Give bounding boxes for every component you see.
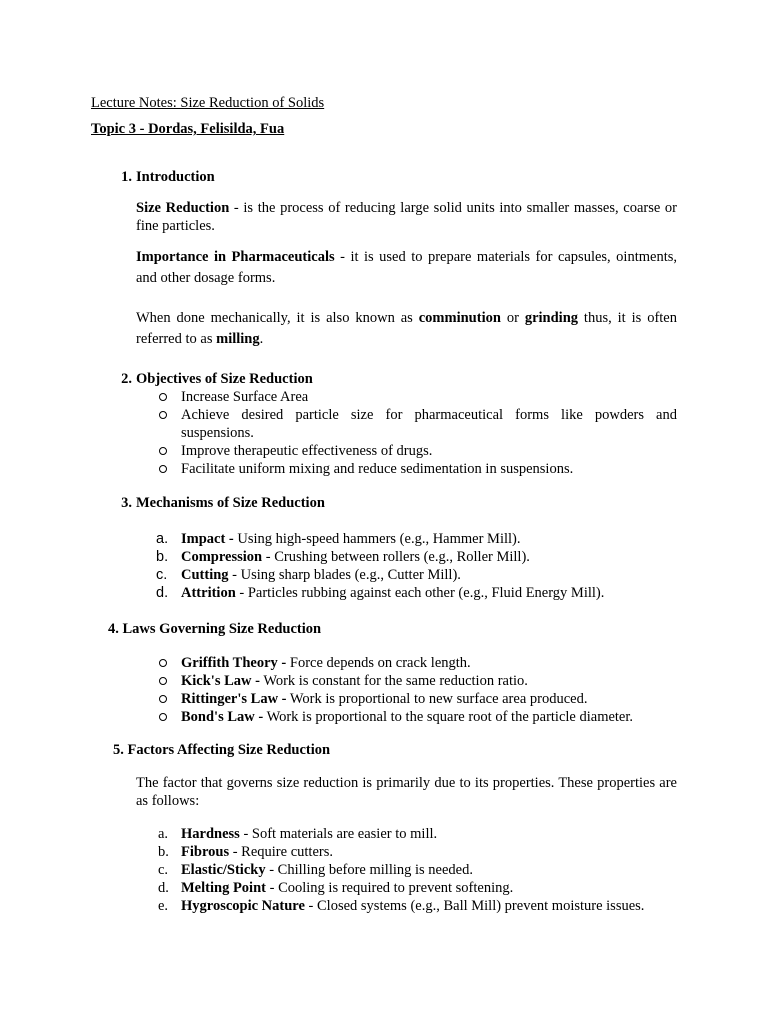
list-item-text: Work is constant for the same reduction ratio.	[259, 673, 528, 689]
list-item-term: Impact -	[181, 531, 234, 547]
term-grinding: grinding	[524, 310, 579, 326]
list-marker: c.	[156, 567, 168, 583]
list-item	[136, 825, 677, 843]
list-item	[136, 406, 677, 442]
mechanisms-list	[136, 530, 677, 602]
paragraph-size-reduction	[136, 199, 677, 235]
list-marker: a.	[156, 531, 169, 547]
list-item-text: Improve therapeutic effectiveness of drugs.	[181, 443, 433, 459]
list-item-text: - Particles rubbing against each other (e.g., Fluid Energy Mill).	[235, 585, 605, 601]
list-item-text: Achieve desired particle size for pharmaceutical forms like powders and suspensions.	[181, 407, 677, 441]
list-item-term: Rittinger's Law -	[181, 691, 287, 707]
section-3-title: Mechanisms of Size Reduction	[136, 495, 325, 511]
bullet-icon	[159, 713, 167, 721]
text-segment: .	[259, 331, 264, 347]
section-2-number: 2.	[121, 371, 132, 387]
list-item	[136, 530, 677, 548]
list-item	[136, 843, 677, 861]
list-item	[136, 548, 677, 566]
section-1-title: Introduction	[136, 169, 215, 185]
list-item-text: Facilitate uniform mixing and reduce sedimentation in suspensions.	[181, 461, 574, 477]
list-item-term: Hygroscopic Nature	[181, 898, 305, 914]
text-segment: thus, it is often referred to as	[136, 310, 677, 347]
section-2-title: Objectives of Size Reduction	[136, 371, 313, 387]
list-item-text: - Soft materials are easier to mill.	[239, 826, 438, 842]
list-item	[136, 672, 677, 690]
bullet-icon	[159, 411, 167, 419]
list-item	[136, 897, 677, 915]
definition-size-reduction: - is the process of reducing large solid units into smaller masses, coarse or fine particles.	[136, 200, 678, 234]
list-item-term: Melting Point	[181, 880, 266, 896]
document-topic: Topic 3 - Dordas, Felisilda, Fua	[91, 121, 285, 137]
bullet-icon	[159, 659, 167, 667]
list-marker: d.	[158, 880, 169, 896]
list-item-text: - Using sharp blades (e.g., Cutter Mill).	[228, 567, 461, 583]
list-item-text: Increase Surface Area	[181, 389, 309, 405]
list-marker: b.	[158, 844, 169, 860]
definition-importance: - it is used to prepare materials for capsules, ointments, and other dosage forms.	[136, 249, 677, 286]
list-item-term: Fibrous	[181, 844, 230, 860]
list-item-text: Force depends on crack length.	[286, 655, 471, 671]
list-item	[136, 708, 677, 726]
section-3-number: 3.	[121, 495, 132, 511]
bullet-icon	[159, 677, 167, 685]
list-item	[136, 460, 677, 478]
bullet-icon	[159, 465, 167, 473]
bullet-icon	[159, 695, 167, 703]
term-size-reduction: Size Reduction	[136, 200, 230, 216]
list-item	[136, 388, 677, 406]
list-item-term: Cutting	[181, 567, 229, 583]
list-item-text: - Chilling before milling is needed.	[265, 862, 473, 878]
section-4-heading: 4. Laws Governing Size Reduction	[108, 621, 322, 637]
list-marker: b.	[156, 549, 169, 565]
list-marker: c.	[158, 862, 169, 878]
list-item-text: - Closed systems (e.g., Ball Mill) prevent moisture issues.	[304, 898, 645, 914]
list-item	[136, 690, 677, 708]
section-1-number: 1.	[121, 169, 132, 185]
factors-list	[136, 825, 677, 915]
list-item-term: Hardness	[181, 826, 240, 842]
list-item-text: Work is proportional to new surface area produced.	[286, 691, 588, 707]
list-item-term: Griffith Theory -	[181, 655, 287, 671]
list-item	[136, 442, 677, 460]
list-item-text: Using high-speed hammers (e.g., Hammer Mill).	[233, 531, 521, 547]
term-milling: milling	[216, 331, 260, 347]
list-item-term: Kick's Law -	[181, 673, 260, 689]
list-item-text: Work is proportional to the square root of the particle diameter.	[263, 709, 634, 725]
paragraph-comminution	[136, 308, 677, 350]
bullet-icon	[159, 393, 167, 401]
list-item	[136, 861, 677, 879]
list-item-term: Compression	[181, 549, 263, 565]
list-item	[136, 879, 677, 897]
list-item-text: - Crushing between rollers (e.g., Roller Mill).	[262, 549, 530, 565]
list-marker: e.	[158, 898, 169, 914]
list-item	[136, 584, 677, 602]
objectives-list	[136, 388, 677, 478]
list-item-term: Elastic/Sticky	[181, 862, 266, 878]
list-item-term: Bond's Law -	[181, 709, 264, 725]
text-segment: or	[500, 310, 525, 326]
paragraph-factors-intro: The factor that governs size reduction is primarily due to its properties. These properties are as follows:	[136, 775, 677, 809]
laws-list	[136, 654, 677, 726]
section-5-heading: 5. Factors Affecting Size Reduction	[113, 742, 331, 758]
bullet-icon	[159, 447, 167, 455]
document-title: Lecture Notes: Size Reduction of Solids	[91, 95, 325, 111]
list-marker: d.	[156, 585, 169, 601]
term-comminution: comminution	[418, 310, 501, 326]
text-segment: When done mechanically, it is also known as	[136, 310, 419, 326]
list-item-term: Attrition	[181, 585, 236, 601]
list-item	[136, 654, 677, 672]
term-importance: Importance in Pharmaceuticals	[136, 249, 335, 265]
list-marker: a.	[158, 826, 169, 842]
list-item	[136, 566, 677, 584]
list-item-text: - Cooling is required to prevent softening.	[265, 880, 514, 896]
list-item-text: - Require cutters.	[229, 844, 333, 860]
paragraph-importance	[136, 247, 677, 289]
